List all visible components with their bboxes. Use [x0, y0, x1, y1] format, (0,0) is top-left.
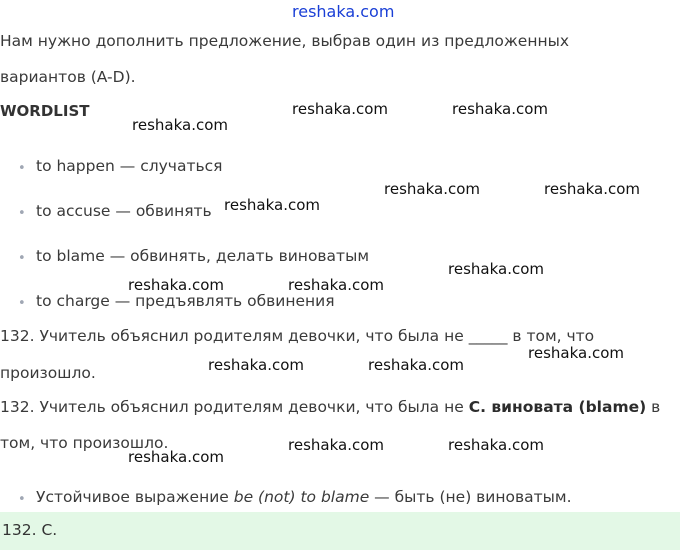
- watermark-text: reshaka.com: [544, 180, 640, 198]
- wordlist-item: to charge — предъявлять обвинения: [36, 292, 335, 310]
- wordlist-item: to happen — случаться: [36, 157, 223, 175]
- intro-line-1: Нам нужно дополнить предложение, выбрав один из предложенных: [0, 32, 570, 50]
- wordlist-item: to blame — обвинять, делать виноватым: [36, 247, 370, 265]
- watermark-text: reshaka.com: [368, 356, 464, 374]
- watermark-text: reshaka.com: [448, 436, 544, 454]
- question-line-2: произошло.: [0, 364, 96, 382]
- watermark-text: reshaka.com: [224, 196, 320, 214]
- note-suffix: — быть (не) виноватым.: [369, 488, 572, 506]
- bullet-icon: •: [18, 296, 26, 311]
- watermark-text: reshaka.com: [292, 100, 388, 118]
- bullet-icon: •: [18, 251, 26, 266]
- solution-answer: C. виновата (blame): [468, 398, 647, 416]
- top-watermark: reshaka.com: [292, 2, 395, 21]
- watermark-text: reshaka.com: [288, 436, 384, 454]
- question-line-1: 132. Учитель объяснил родителям девочки, что была не _____ в том, что: [0, 327, 595, 345]
- wordlist-heading: WORDLIST: [0, 102, 90, 120]
- answer-bar: [0, 512, 680, 550]
- bullet-icon: •: [18, 206, 26, 221]
- intro-line-2: вариантов (A-D).: [0, 68, 136, 86]
- bullet-icon: •: [18, 492, 26, 507]
- watermark-text: reshaka.com: [128, 448, 224, 466]
- note-prefix: Устойчивое выражение: [36, 488, 234, 506]
- solution-line-1: [0, 398, 660, 416]
- bullet-icon: •: [18, 161, 26, 176]
- solution-suffix: в: [646, 398, 661, 416]
- watermark-text: reshaka.com: [208, 356, 304, 374]
- watermark-text: reshaka.com: [128, 276, 224, 294]
- note-phrase: be (not) to blame: [233, 488, 370, 506]
- watermark-text: reshaka.com: [452, 100, 548, 118]
- solution-prefix: 132. Учитель объяснил родителям девочки, что была не: [0, 398, 469, 416]
- note-item: [36, 488, 572, 506]
- watermark-text: reshaka.com: [528, 344, 624, 362]
- solution-line-2: том, что произошло.: [0, 434, 169, 452]
- watermark-text: reshaka.com: [132, 116, 228, 134]
- answer-text: 132. C.: [2, 521, 58, 539]
- wordlist-item: to accuse — обвинять: [36, 202, 212, 220]
- watermark-text: reshaka.com: [288, 276, 384, 294]
- watermark-text: reshaka.com: [448, 260, 544, 278]
- watermark-text: reshaka.com: [384, 180, 480, 198]
